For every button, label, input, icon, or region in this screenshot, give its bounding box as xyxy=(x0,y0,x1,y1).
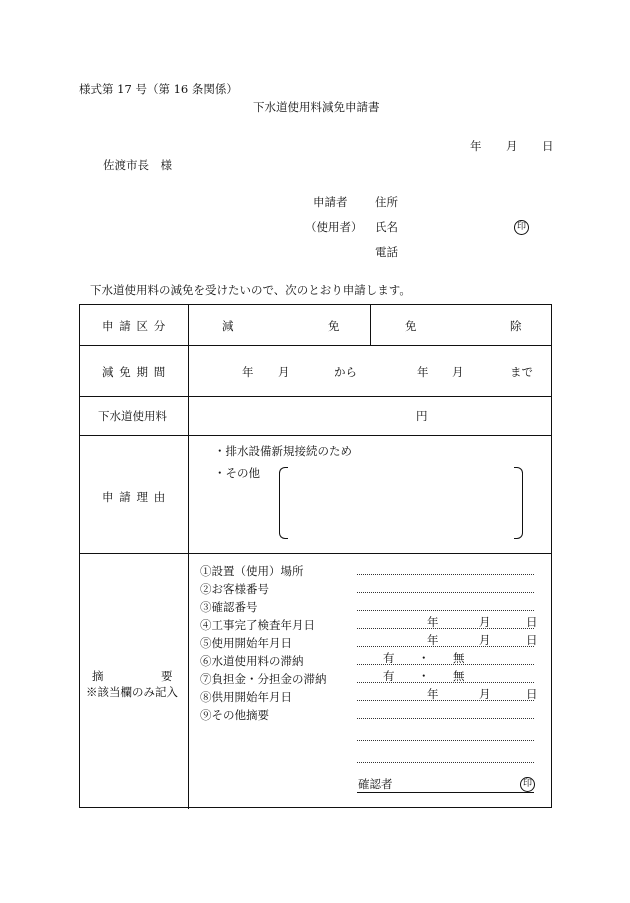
name-label: 氏名 xyxy=(375,220,398,234)
inspection-year: 年 xyxy=(427,615,439,629)
addressee: 佐渡市長 様 xyxy=(103,158,172,172)
list-item: ③確認番号 xyxy=(200,600,258,614)
row-divider xyxy=(80,345,551,346)
start-month: 月 xyxy=(479,633,491,647)
start-day: 日 xyxy=(526,633,538,647)
period-from: から xyxy=(334,365,357,379)
list-item: ⑦負担金・分担金の滞納 xyxy=(200,672,327,686)
row-divider xyxy=(80,435,551,436)
option-exemption-a: 免 xyxy=(405,319,417,333)
dotted-line xyxy=(357,700,534,701)
phone-label: 電話 xyxy=(375,245,398,259)
list-item: ⑨その他摘要 xyxy=(200,708,269,722)
arrears-water-dot: ・ xyxy=(418,651,430,665)
row-divider xyxy=(80,553,551,554)
address-label: 住所 xyxy=(375,195,398,209)
service-year: 年 xyxy=(427,687,439,701)
period-label: 減免期間 xyxy=(102,365,171,379)
form-number: 様式第 17 号（第 16 条関係） xyxy=(79,82,238,96)
intro-text: 下水道使用料の減免を受けたいので、次のとおり申請します。 xyxy=(90,283,411,297)
service-month: 月 xyxy=(479,687,491,701)
confirmer-label: 確認者 xyxy=(358,777,393,791)
category-label: 申請区分 xyxy=(102,319,171,333)
arrears-charge-dot: ・ xyxy=(418,669,430,683)
inspection-day: 日 xyxy=(526,615,538,629)
option-reduction-a: 減 xyxy=(222,319,234,333)
option-exemption-b: 除 xyxy=(510,319,522,333)
applicant-seal xyxy=(514,218,529,235)
list-item: ⑥水道使用料の滞納 xyxy=(200,654,304,668)
option-reduction-b: 免 xyxy=(328,319,340,333)
period-year-1: 年 xyxy=(242,365,254,379)
date-year-label: 年 xyxy=(470,139,482,153)
arrears-charge-no: 無 xyxy=(453,669,465,683)
period-until: まで xyxy=(510,365,533,379)
arrears-charge-yes: 有 xyxy=(383,669,395,683)
dotted-line xyxy=(357,718,534,719)
user-label: （使用者） xyxy=(305,220,363,234)
arrears-water-yes: 有 xyxy=(383,651,395,665)
dotted-line xyxy=(357,646,534,647)
date-day-label: 日 xyxy=(542,139,554,153)
period-year-2: 年 xyxy=(417,365,429,379)
confirmer-seal xyxy=(520,775,535,792)
application-table xyxy=(79,304,552,808)
reason-new-connection: ・排水設備新規接続のため xyxy=(214,444,352,458)
period-month-1: 月 xyxy=(278,365,290,379)
list-item: ①設置（使用）場所 xyxy=(200,564,304,578)
dotted-line xyxy=(357,592,534,593)
arrears-water-no: 無 xyxy=(453,651,465,665)
seal-mark: 印 xyxy=(520,777,535,792)
dotted-line xyxy=(357,762,534,763)
dotted-line xyxy=(357,740,534,741)
fee-label: 下水道使用料 xyxy=(98,409,167,423)
dotted-line xyxy=(357,574,534,575)
row-divider xyxy=(80,396,551,397)
confirmer-underline xyxy=(357,792,534,793)
list-item: ④工事完了検査年月日 xyxy=(200,618,315,632)
start-year: 年 xyxy=(427,633,439,647)
form-title: 下水道使用料減免申請書 xyxy=(253,100,380,114)
summary-label: 摘 要 xyxy=(92,669,173,683)
inspection-month: 月 xyxy=(479,615,491,629)
seal-mark: 印 xyxy=(514,220,529,235)
list-item: ②お客様番号 xyxy=(200,582,269,596)
bracket-left xyxy=(279,467,288,539)
period-month-2: 月 xyxy=(452,365,464,379)
reason-other: ・その他 xyxy=(214,466,260,480)
list-item: ⑧供用開始年月日 xyxy=(200,690,292,704)
applicant-label: 申請者 xyxy=(313,195,348,209)
option-divider xyxy=(370,305,371,345)
summary-item-list xyxy=(200,562,327,724)
date-month-label: 月 xyxy=(506,139,518,153)
dotted-line xyxy=(357,610,534,611)
summary-note: ※該当欄のみ記入 xyxy=(86,685,178,699)
dotted-line xyxy=(357,628,534,629)
list-item: ⑤使用開始年月日 xyxy=(200,636,292,650)
reason-label: 申請理由 xyxy=(102,490,171,504)
fee-unit: 円 xyxy=(416,409,428,423)
bracket-right xyxy=(514,467,523,539)
label-column-divider xyxy=(188,305,189,809)
service-day: 日 xyxy=(526,687,538,701)
